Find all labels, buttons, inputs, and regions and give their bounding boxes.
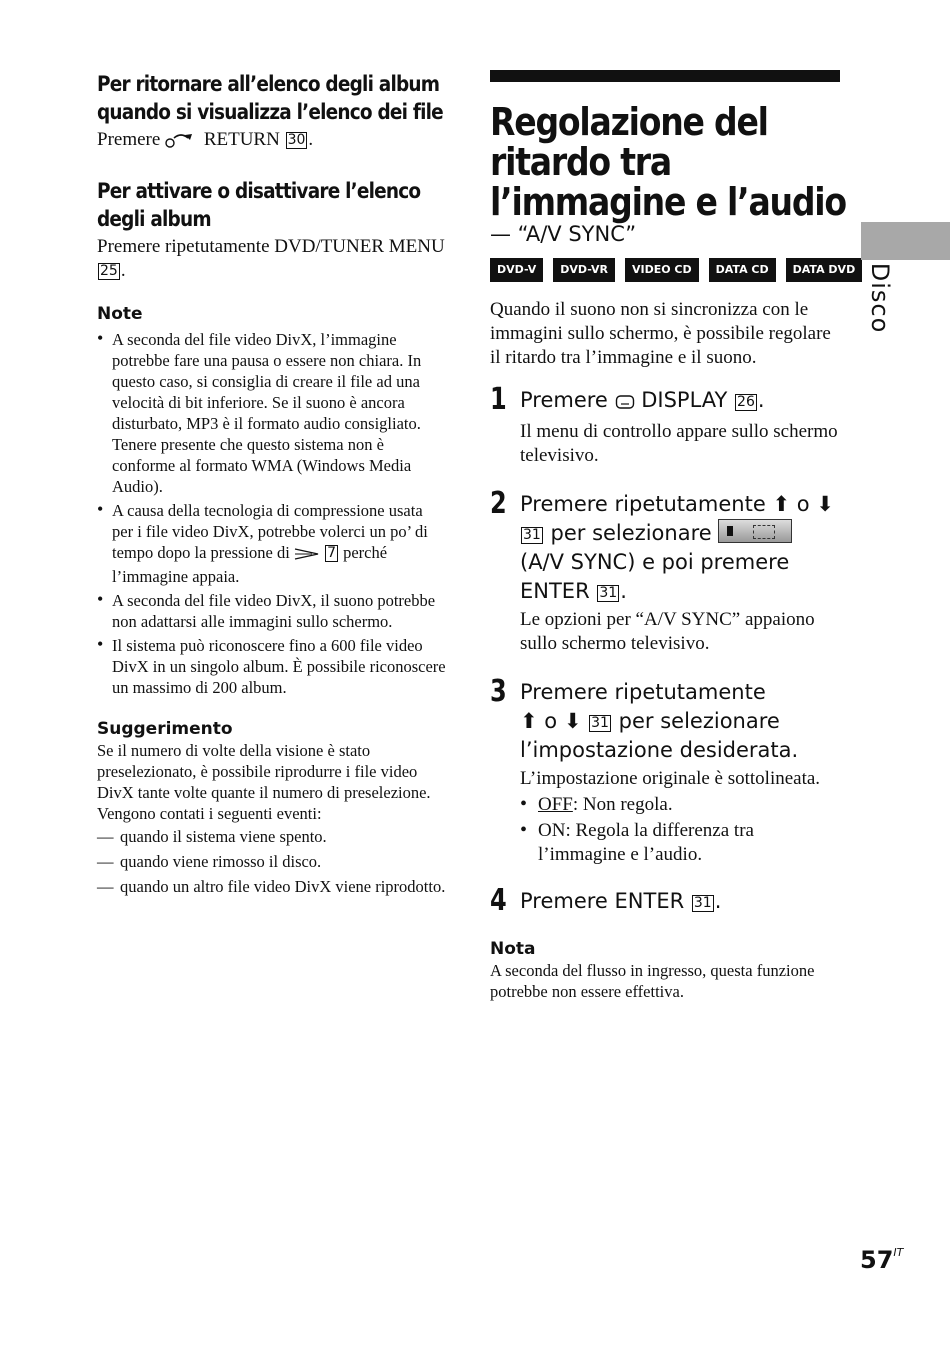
button-number-box: 30: [287, 132, 306, 148]
button-number-box: 31: [599, 585, 618, 601]
page-number: $57^{IT}$: [860, 1246, 904, 1274]
badge-dvd-vr: DVD-VR: [553, 258, 615, 282]
display-icon: [615, 389, 635, 418]
page-title: Regolazione del ritardo tra l’immagine e l’audio: [490, 100, 846, 224]
button-number-box: 25: [100, 263, 118, 279]
step-4: 4 Premere ENTER 31 .: [490, 883, 722, 918]
nota-title: Nota: [490, 939, 536, 959]
section-heading-return-album: Per ritornare all’elenco degli album quando si visualizza l’elenco dei file: [97, 72, 443, 124]
button-number-box: 31: [591, 715, 609, 731]
left-column: [97, 70, 447, 901]
list-item: • A causa della tecnologia di compressione usata per i file video DivX, potrebbe volerci un po’ di tempo dopo la pressione di 7 perché l’immagine appaia.: [97, 500, 447, 587]
list-item: • Il sistema può riconoscere fino a 600 file video DivX in un singolo album. È possibile riconoscere un massimo di 200 album.: [97, 635, 447, 698]
tip-list: [97, 826, 447, 897]
notes-list: [97, 329, 447, 698]
badge-data-cd: DATA CD: [709, 258, 776, 282]
return-icon: [165, 131, 199, 155]
list-item: • A seconda del file video DivX, il suono potrebbe non adattarsi alle immagini sullo schermo.: [97, 590, 447, 632]
section-heading-toggle-album: Per attivare o disattivare l’elenco degli album: [97, 179, 421, 231]
button-number-box: 26: [737, 394, 755, 410]
up-arrow-icon: ⬆: [772, 492, 791, 516]
tip-title: Suggerimento: [97, 719, 233, 739]
notes-title: Note: [97, 304, 143, 324]
tip-text: Se il numero di volte della visione è stato preselezionato, è possibile riprodurre i file video DivX tante volte quante il numero di preselezione. Vengono contati i seguenti eventi:: [97, 741, 431, 823]
right-column: [490, 70, 856, 1002]
title-rule: [490, 70, 840, 82]
step-3: 3 Premere ripetutamente ⬆ o ⬇ 31 per selezionare l’impostazione desiderata. L’impostazione originale è sottolineata. • OFF: Non regola. • ON: Regola la differenza tra l’immagine e l’audio.: [490, 678, 840, 867]
down-arrow-icon: ⬇: [563, 709, 582, 733]
return-instruction: Premere RETURN 30 .: [97, 128, 447, 155]
list-item: — quando un altro file video DivX viene riprodotto.: [97, 876, 447, 897]
disc-badges: [490, 258, 856, 282]
up-arrow-icon: ⬆: [520, 709, 538, 733]
down-arrow-icon: ⬇: [816, 492, 834, 516]
step-number: 3: [490, 674, 507, 709]
list-item: • ON: Regola la differenza tra l’immagine e l’audio.: [520, 819, 840, 867]
setting-options: [520, 793, 840, 867]
badge-data-dvd: DATA DVD: [786, 258, 863, 282]
toggle-instruction: Premere ripetutamente DVD/TUNER MENU 25 .: [97, 236, 445, 281]
button-number-box: 7: [327, 545, 336, 561]
list-item: — quando il sistema viene spento.: [97, 826, 447, 847]
badge-dvd-v: DVD-V: [490, 258, 543, 282]
section-tab-label: Disco: [866, 262, 894, 334]
step-number: 2: [490, 486, 507, 521]
step-1: 1 Premere DISPLAY 26 . Il menu di controllo appare sullo schermo televisivo.: [490, 382, 838, 466]
av-sync-menu-icon: [718, 519, 792, 543]
intro-text: Quando il suono non si sincronizza con le immagini sullo schermo, è possibile regolare il ritardo tra l’immagine e il suono.: [490, 299, 831, 368]
list-item: • OFF: Non regola.: [520, 793, 840, 817]
button-number-box: 31: [693, 895, 712, 911]
badge-video-cd: VIDEO CD: [625, 258, 699, 282]
step-2: 2 Premere ripetutamente ⬆ o ⬇ 31 per selezionare (A/V SYNC) e poi premere ENTER 31 . Le opzioni per “A/V SYNC” appaiono sullo schermo televisivo.: [490, 486, 834, 654]
nota-text: A seconda del flusso in ingresso, questa funzione potrebbe non essere effettiva.: [490, 961, 815, 1001]
list-item: — quando viene rimosso il disco.: [97, 851, 447, 872]
step-number: 1: [490, 382, 507, 417]
play-icon: [294, 545, 320, 566]
section-tab: [861, 222, 950, 260]
list-item: • A seconda del file video DivX, l’immagine potrebbe fare una pausa o essere non chiara. In questo caso, si consiglia di creare il file ad una velocità di bit inferiore. Se il suono è ancora disturbato, MP3 è il formato audio consigliato. Tenere presente che questo sistema non è conforme al formato WMA (Windows Media Audio).: [97, 329, 447, 497]
button-number-box: 31: [523, 527, 541, 543]
step-number: 4: [490, 883, 507, 918]
page-subtitle: — “A/V SYNC”: [490, 222, 637, 246]
